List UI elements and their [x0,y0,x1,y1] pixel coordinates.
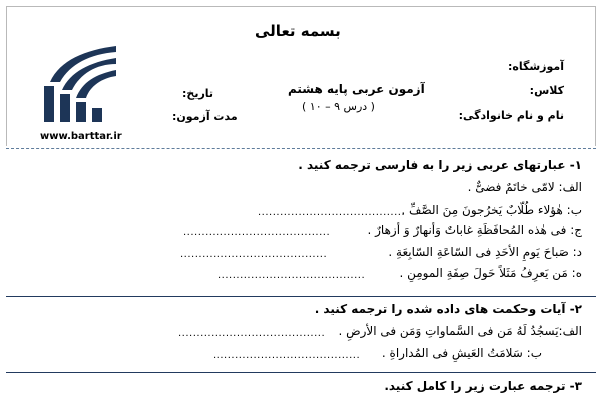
answer-blank-4[interactable]: ........................................ [180,249,328,260]
answer-blank-5[interactable]: ........................................ [218,270,366,281]
section3-heading: ۳- ترجمه عبارت زیر را کامل کنید. [384,379,582,393]
section1-item-1: الف: لامّی خاتَمٌ فضیٌّ . [467,180,582,194]
section-divider-2 [6,372,596,373]
name-label: نام و نام خانوادگی: [458,109,564,122]
lesson-range: ( درس ۹ – ۱۰ ) [302,100,375,113]
class-label: کلاس: [529,84,564,97]
school-label: آموزشگاه: [507,60,564,73]
section1-item-2: ب: هٰؤلاء طُلّابٌ یَخرُجونَ مِنَ الصَّفِّ . [401,203,582,217]
section1-heading: ۱- عبارتهای عربی زیر را به فارسی ترجمه کنید . [298,158,582,172]
header-divider [6,148,596,149]
page-title: بسمه تعالی [255,22,341,40]
section2-item-2: ب: سَلامَتُ العَیشِ فی المُداراةِ . [381,346,542,360]
answer-blank-3[interactable]: ........................................ [183,227,331,238]
site-logo-icon [30,42,130,128]
answer-blank-7[interactable]: ........................................ [213,350,361,361]
answer-blank-2[interactable]: ........................................ [258,207,406,218]
duration-label: مدت آزمون: [172,110,238,123]
section1-item-4: د: صَباحَ یَومِ الأحَدِ فی السّاعَةِ السّابِعَةِ . [388,245,582,259]
section2-heading: ۲- آیات وحکمت های داده شده را ترجمه کنید . [314,302,582,316]
section2-item-1: الف:یَسجُدُ لَهُ مَن فی السَّماواتِ وَمَن فی الأرضِ . [338,324,582,338]
answer-blank-6[interactable]: ........................................ [178,328,326,339]
date-label: تاریخ: [182,87,214,100]
site-url: www.barttar.ir [40,131,122,142]
exam-title: آزمون عربی پایه هشتم [288,82,425,96]
section1-item-3: ج: فی هٰذه المُحافَظَةِ غاباتٌ وَأنهارٌ وَ أزهارٌ . [367,223,582,237]
section1-item-5: ه: مَن یَعرِفُ مَثَلاً حَولَ صِفَةِ المومِنِ . [399,266,582,280]
section-divider-1 [6,296,596,297]
